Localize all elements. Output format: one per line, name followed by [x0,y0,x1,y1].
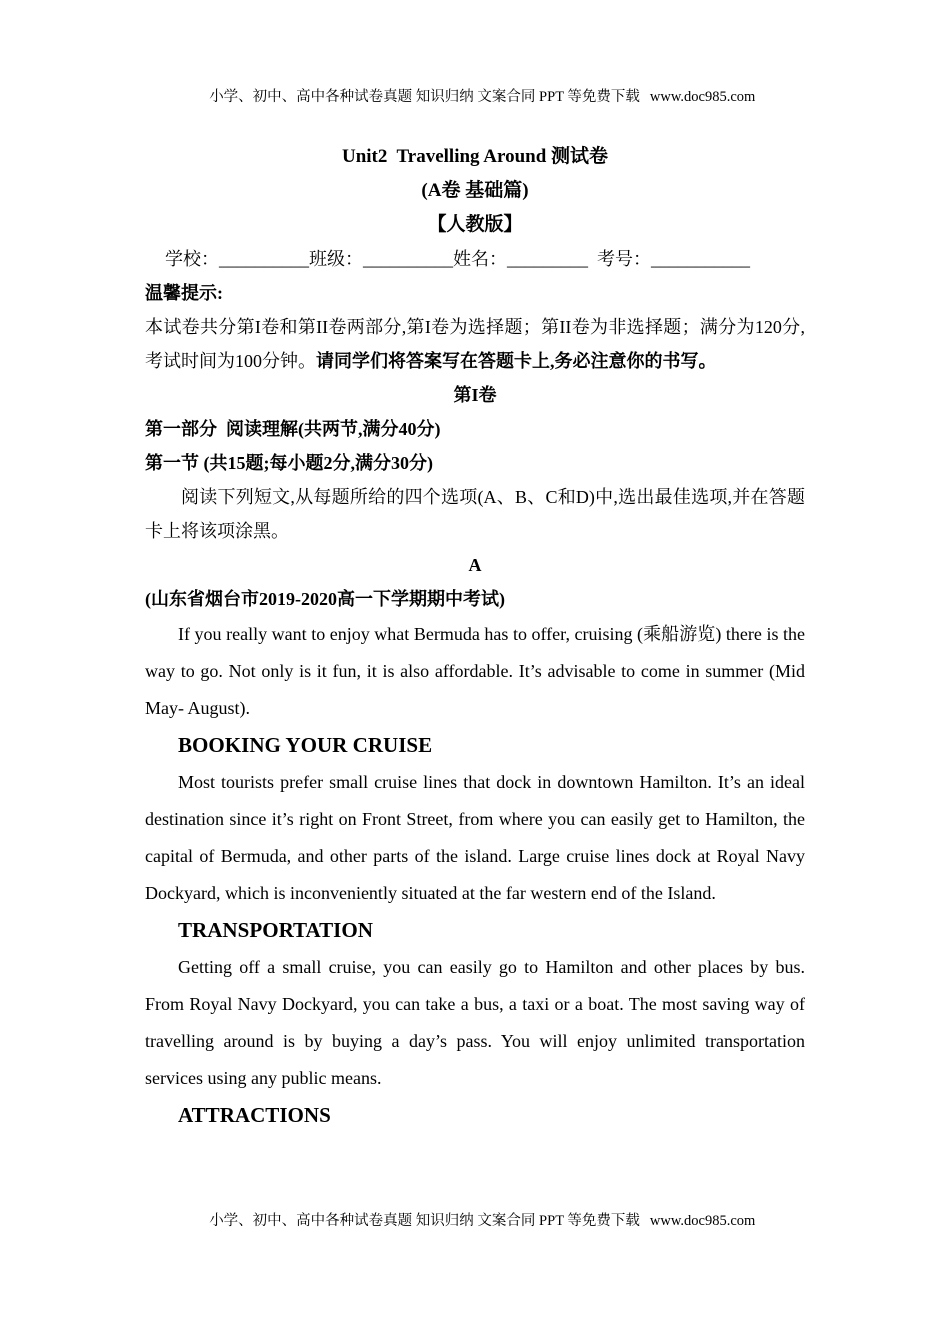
volume-title: 第I卷 [453,385,497,405]
part1-heading: 第一部分 阅读理解(共两节,满分40分) [145,419,441,439]
doc-title: Unit2 Travelling Around 测试卷 [341,146,609,167]
passage-label: A [468,555,482,575]
header-url: www.doc985.com [649,89,756,105]
doc-edition: 【人教版】 [427,214,523,235]
passage-intro: If you really want to enjoy what Bermuda has to offer, cruising (乘船游览) there is the way to go. Not only is it fun, it is also affordable. It’s advisable to come in summer (Mid May- August). [145,624,805,718]
doc-subtitle: (A卷 基础篇) [421,180,529,201]
passage-section-heading: ATTRACTIONS [178,1103,331,1127]
passage-section-text: Getting off a small cruise, you can easily go to Hamilton and other places by bus. From Royal Navy Dockyard, you can take a bus, a taxi or a boat. The most saving way of travelling around is by buying a day’s pass. You will enjoy unlimited transportation services using any public means. [145,957,805,1088]
passage-section-heading: TRANSPORTATION [178,918,373,942]
passage-section-text: Most tourists prefer small cruise lines that dock in downtown Hamilton. It’s an ideal destination since it’s right on Front Street, from where you can easily get to Hamilton, the capital of Bermuda, and other parts of the island. Large cruise lines dock at Royal Navy Dockyard, which is inconveniently situated at the far western end of the Island. [145,772,805,903]
info-line: 学校：__________班级：__________姓名：_________ 考号：___________ [165,249,750,269]
passage-source: (山东省烟台市2019-2020高一下学期期中考试) [145,589,505,609]
footer-url: www.doc985.com [649,1213,756,1229]
notice-text: 本试卷共分第I卷和第II卷两部分,第I卷为选择题；第II卷为非选择题；满分为120分,考试时间为100分钟。 [145,317,805,371]
page-header [0,68,950,123]
node1-heading: 第一节 (共15题;每小题2分,满分30分) [145,453,433,473]
notice-text-emphasis: 请同学们将答案写在答题卡上,务必注意你的书写。 [316,351,717,371]
header-note: 小学、初中、高中各种试卷真题 知识归纳 文案合同 PPT 等免费下载 [209,89,640,105]
page-footer [0,1192,950,1247]
footer-note: 小学、初中、高中各种试卷真题 知识归纳 文案合同 PPT 等免费下载 [209,1213,640,1229]
notice-paragraph [145,310,805,378]
notice-label: 温馨提示: [145,283,223,303]
instructions: 阅读下列短文,从每题所给的四个选项(A、B、C和D)中,选出最佳选项,并在答题卡上将该项涂黑。 [145,487,805,541]
passage-section-heading: BOOKING YOUR CRUISE [178,733,433,757]
